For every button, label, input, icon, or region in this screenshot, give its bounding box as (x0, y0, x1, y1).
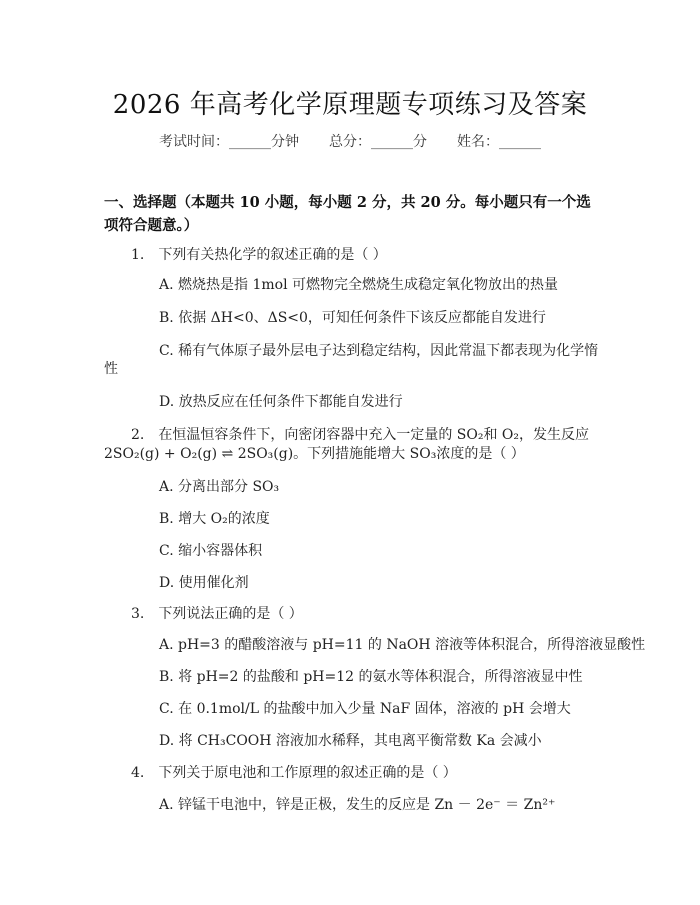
question-1-stem: 1. 下列有关热化学的叙述正确的是（ ） (131, 247, 387, 263)
question-2-stem-line-1: 2. 在恒温恒容条件下，向密闭容器中充入一定量的 SO₂和 O₂，发生反应 (131, 427, 590, 443)
question-2-option-d: D. 使用催化剂 (159, 575, 249, 591)
question-3-option-b: B. 将 pH=2 的盐酸和 pH=12 的氨水等体积混合，所得溶液显中性 (159, 669, 583, 685)
question-3-stem: 3. 下列说法正确的是（ ） (131, 606, 303, 622)
question-1-option-c-continued: 性 (104, 361, 118, 377)
page-title: 2026 年高考化学原理题专项练习及答案 (112, 90, 588, 120)
question-3-option-c: C. 在 0.1mol/L 的盐酸中加入少量 NaF 固体，溶液的 pH 会增大 (159, 701, 571, 717)
total-score-field: 总分：______分 (329, 134, 427, 150)
question-2-option-a: A. 分离出部分 SO₃ (159, 479, 280, 495)
question-1-option-a: A. 燃烧热是指 1mol 可燃物完全燃烧生成稳定氧化物放出的热量 (159, 277, 558, 293)
question-1-option-b: B. 依据 ΔH<0、ΔS<0，可知任何条件下该反应都能自发进行 (159, 310, 546, 326)
question-1-option-d: D. 放热反应在任何条件下都能自发进行 (159, 394, 403, 410)
exam-meta (0, 131, 700, 151)
question-2-option-b: B. 增大 O₂的浓度 (159, 511, 270, 527)
exam-time-field: 考试时间：______分钟 (159, 134, 299, 150)
question-3-option-d: D. 将 CH₃COOH 溶液加水稀释，其电离平衡常数 Ka 会减小 (159, 733, 542, 749)
section-heading: 一、选择题（本题共 10 小题，每小题 2 分，共 20 分。每小题只有一个选项符合题意。） (104, 194, 591, 234)
student-name-field: 姓名：______ (457, 134, 541, 150)
question-3-option-a: A. pH=3 的醋酸溶液与 pH=11 的 NaOH 溶液等体积混合，所得溶液显酸性 (159, 637, 646, 653)
question-4-option-a: A. 锌锰干电池中，锌是正极，发生的反应是 Zn － 2e⁻ ＝ Zn²⁺ (159, 797, 556, 813)
question-4-stem: 4. 下列关于原电池和工作原理的叙述正确的是（ ） (131, 765, 457, 781)
question-1-option-c: C. 稀有气体原子最外层电子达到稳定结构，因此常温下都表现为化学惰 (159, 343, 599, 359)
question-2-stem-line-2: 2SO₂(g) + O₂(g) ⇌ 2SO₃(g)。下列措施能增大 SO₃浓度的是（ ） (104, 446, 525, 462)
question-2-option-c: C. 缩小容器体积 (159, 543, 263, 559)
